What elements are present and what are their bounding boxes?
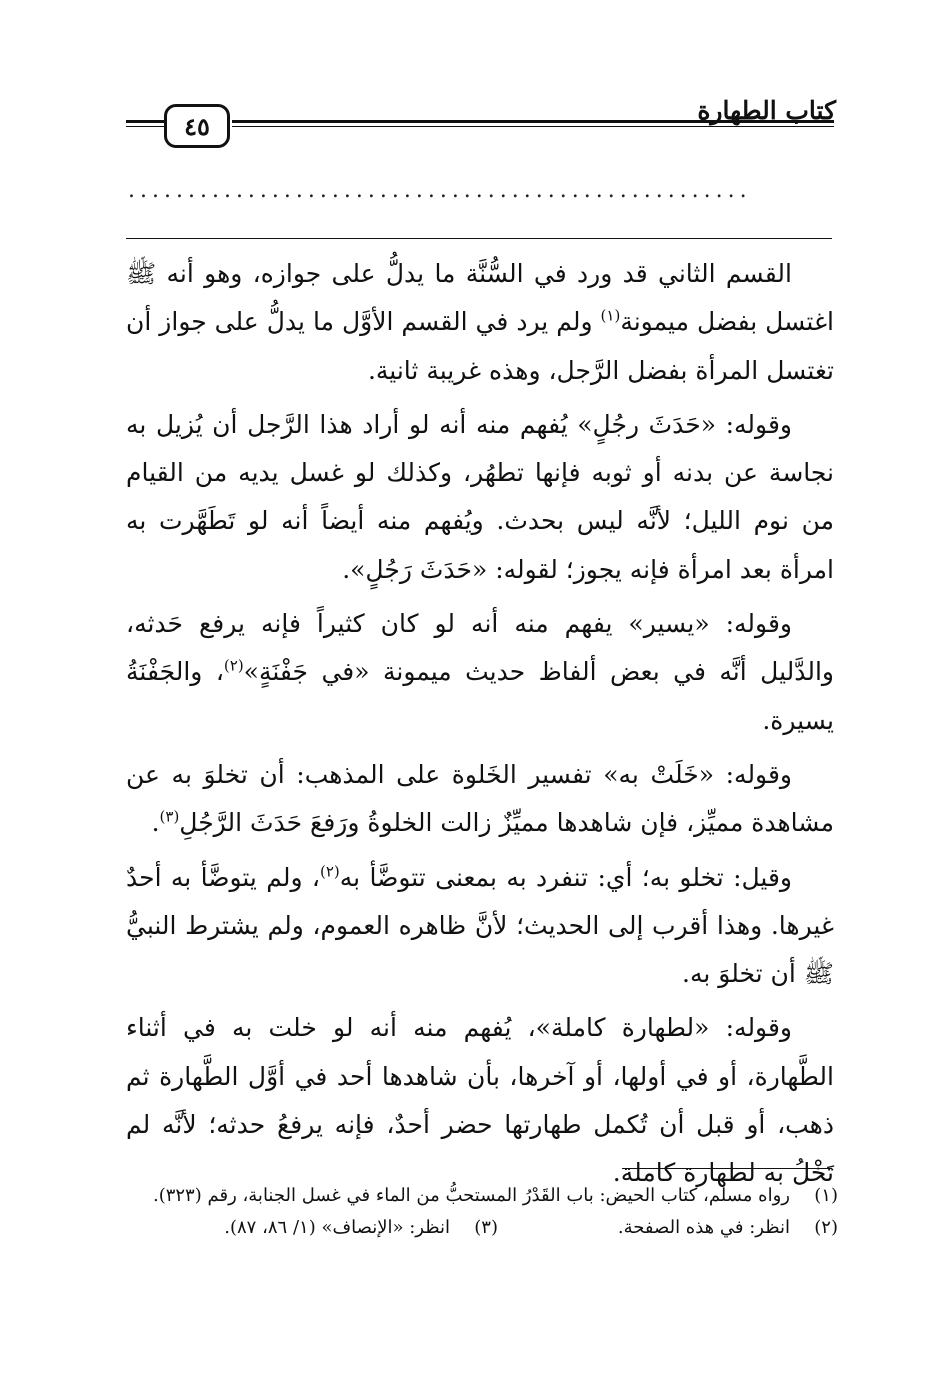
header-rule-right — [232, 120, 834, 148]
paragraph — [126, 600, 834, 745]
page-number: ٤٥ — [164, 104, 230, 148]
text-top-rule — [126, 238, 832, 239]
footnote-number: (٢) — [814, 1217, 838, 1238]
chapter-title: كتاب الطهارة — [697, 96, 836, 125]
paragraph — [126, 751, 834, 848]
footnote — [498, 1214, 838, 1242]
footnote-number: (٣) — [474, 1217, 498, 1238]
footnote-text: انظر: «الإنصاف» (١/ ٨٦، ٨٧). — [224, 1217, 450, 1238]
paragraph-text: وقوله: «لطهارة كاملة»، يُفهم منه أنه لو خلت به في أثناء الطَّهارة، أو في أولها، أو آخرها، بأن شاهدها أحد في أوَّل الطَّهارة ثم ذهب، أو قبل أن تُكمل طهارتها حضر أحدٌ، فإنه يرفعُ حدثه؛ لأنَّه لم تَخْلُ به لطهارة كاملة. — [126, 1013, 834, 1188]
footnote-text: رواه مسلم، كتاب الحيض: باب القَدْرُ المستحبُّ من الماء في غسل الجنابة، رقم (٣٢٣). — [152, 1185, 790, 1206]
paragraph-text: القسم الثاني قد ورد في السُّنَّة ما يدلُّ على جوازه، وهو أنه ﷺ اغتسل بفضل ميمونة — [126, 259, 834, 337]
footnote — [126, 1182, 838, 1210]
paragraph-text: وقوله: «يسير» يفهم منه أنه لو كان كثيراً فإنه يرفع حَدثه، والدَّليل أنَّه في بعض ألفاظ حديث ميمونة «في جَفْنَةٍ» — [126, 609, 834, 687]
paragraph-text: . — [151, 808, 160, 838]
paragraph-text: ، ولم يتوضَّأ به أحدٌ غيرها. وهذا أقرب إلى الحديث؛ لأنَّ ظاهره العموم، ولم يشترط النبيُّ ﷺ أن تخلوَ به. — [126, 862, 834, 989]
paragraph-text: ولم يرد في القسم الأوَّل ما يدلُّ على جواز أن تغتسل المرأة بفضل الرَّجل، وهذه غريبة ثانية. — [126, 307, 834, 385]
footnote-number: (١) — [814, 1185, 838, 1206]
paragraph-text: وقوله: «خَلَتْ به» تفسير الخَلوة على المذهب: أن تخلوَ به عن مشاهدة مميِّز، فإن شاهدها مميِّزٌ زالت الخلوةُ ورَفعَ حَدَثَ الرَّجُلِ — [126, 759, 834, 838]
main-text — [126, 250, 834, 1204]
footnote — [224, 1214, 498, 1242]
paragraph-text: وقوله: «حَدَثَ رجُلٍ» يُفهم منه أنه لو أراد هذا الرَّجل أن يُزيل به نجاسة عن بدنه أو ثوبه فإنها تطهُر، وكذلك لو غسل يديه من القيام من نوم الليل؛ لأنَّه ليس بحدث. ويُفهم منه أيضاً أنه لو تَطَهَّرت به امرأة بعد امرأة فإنه يجوز؛ لقوله: «حَدَثَ رَجُلٍ». — [126, 409, 834, 584]
footnote-ref: (٢) — [223, 657, 244, 676]
paragraph — [126, 401, 834, 594]
footnote-rule — [622, 1168, 832, 1169]
footnote-ref: (١) — [600, 306, 621, 325]
footnote-row — [126, 1214, 838, 1242]
paragraph-text: وقيل: تخلو به؛ أي: تنفرد به بمعنى تتوضَّأ به — [339, 862, 792, 892]
footnotes — [126, 1182, 838, 1242]
footnote-ref: (٣) — [159, 807, 180, 826]
header-rule-left — [126, 120, 164, 148]
footnote-ref: (٢) — [319, 862, 340, 881]
paragraph-text: ، والجَفْنَةُ يسيرة. — [126, 657, 834, 735]
dotted-separator: .................................................... — [128, 178, 752, 203]
paragraph — [126, 854, 834, 999]
paragraph — [126, 250, 834, 395]
footnote-text: انظر: في هذه الصفحة. — [617, 1217, 790, 1238]
